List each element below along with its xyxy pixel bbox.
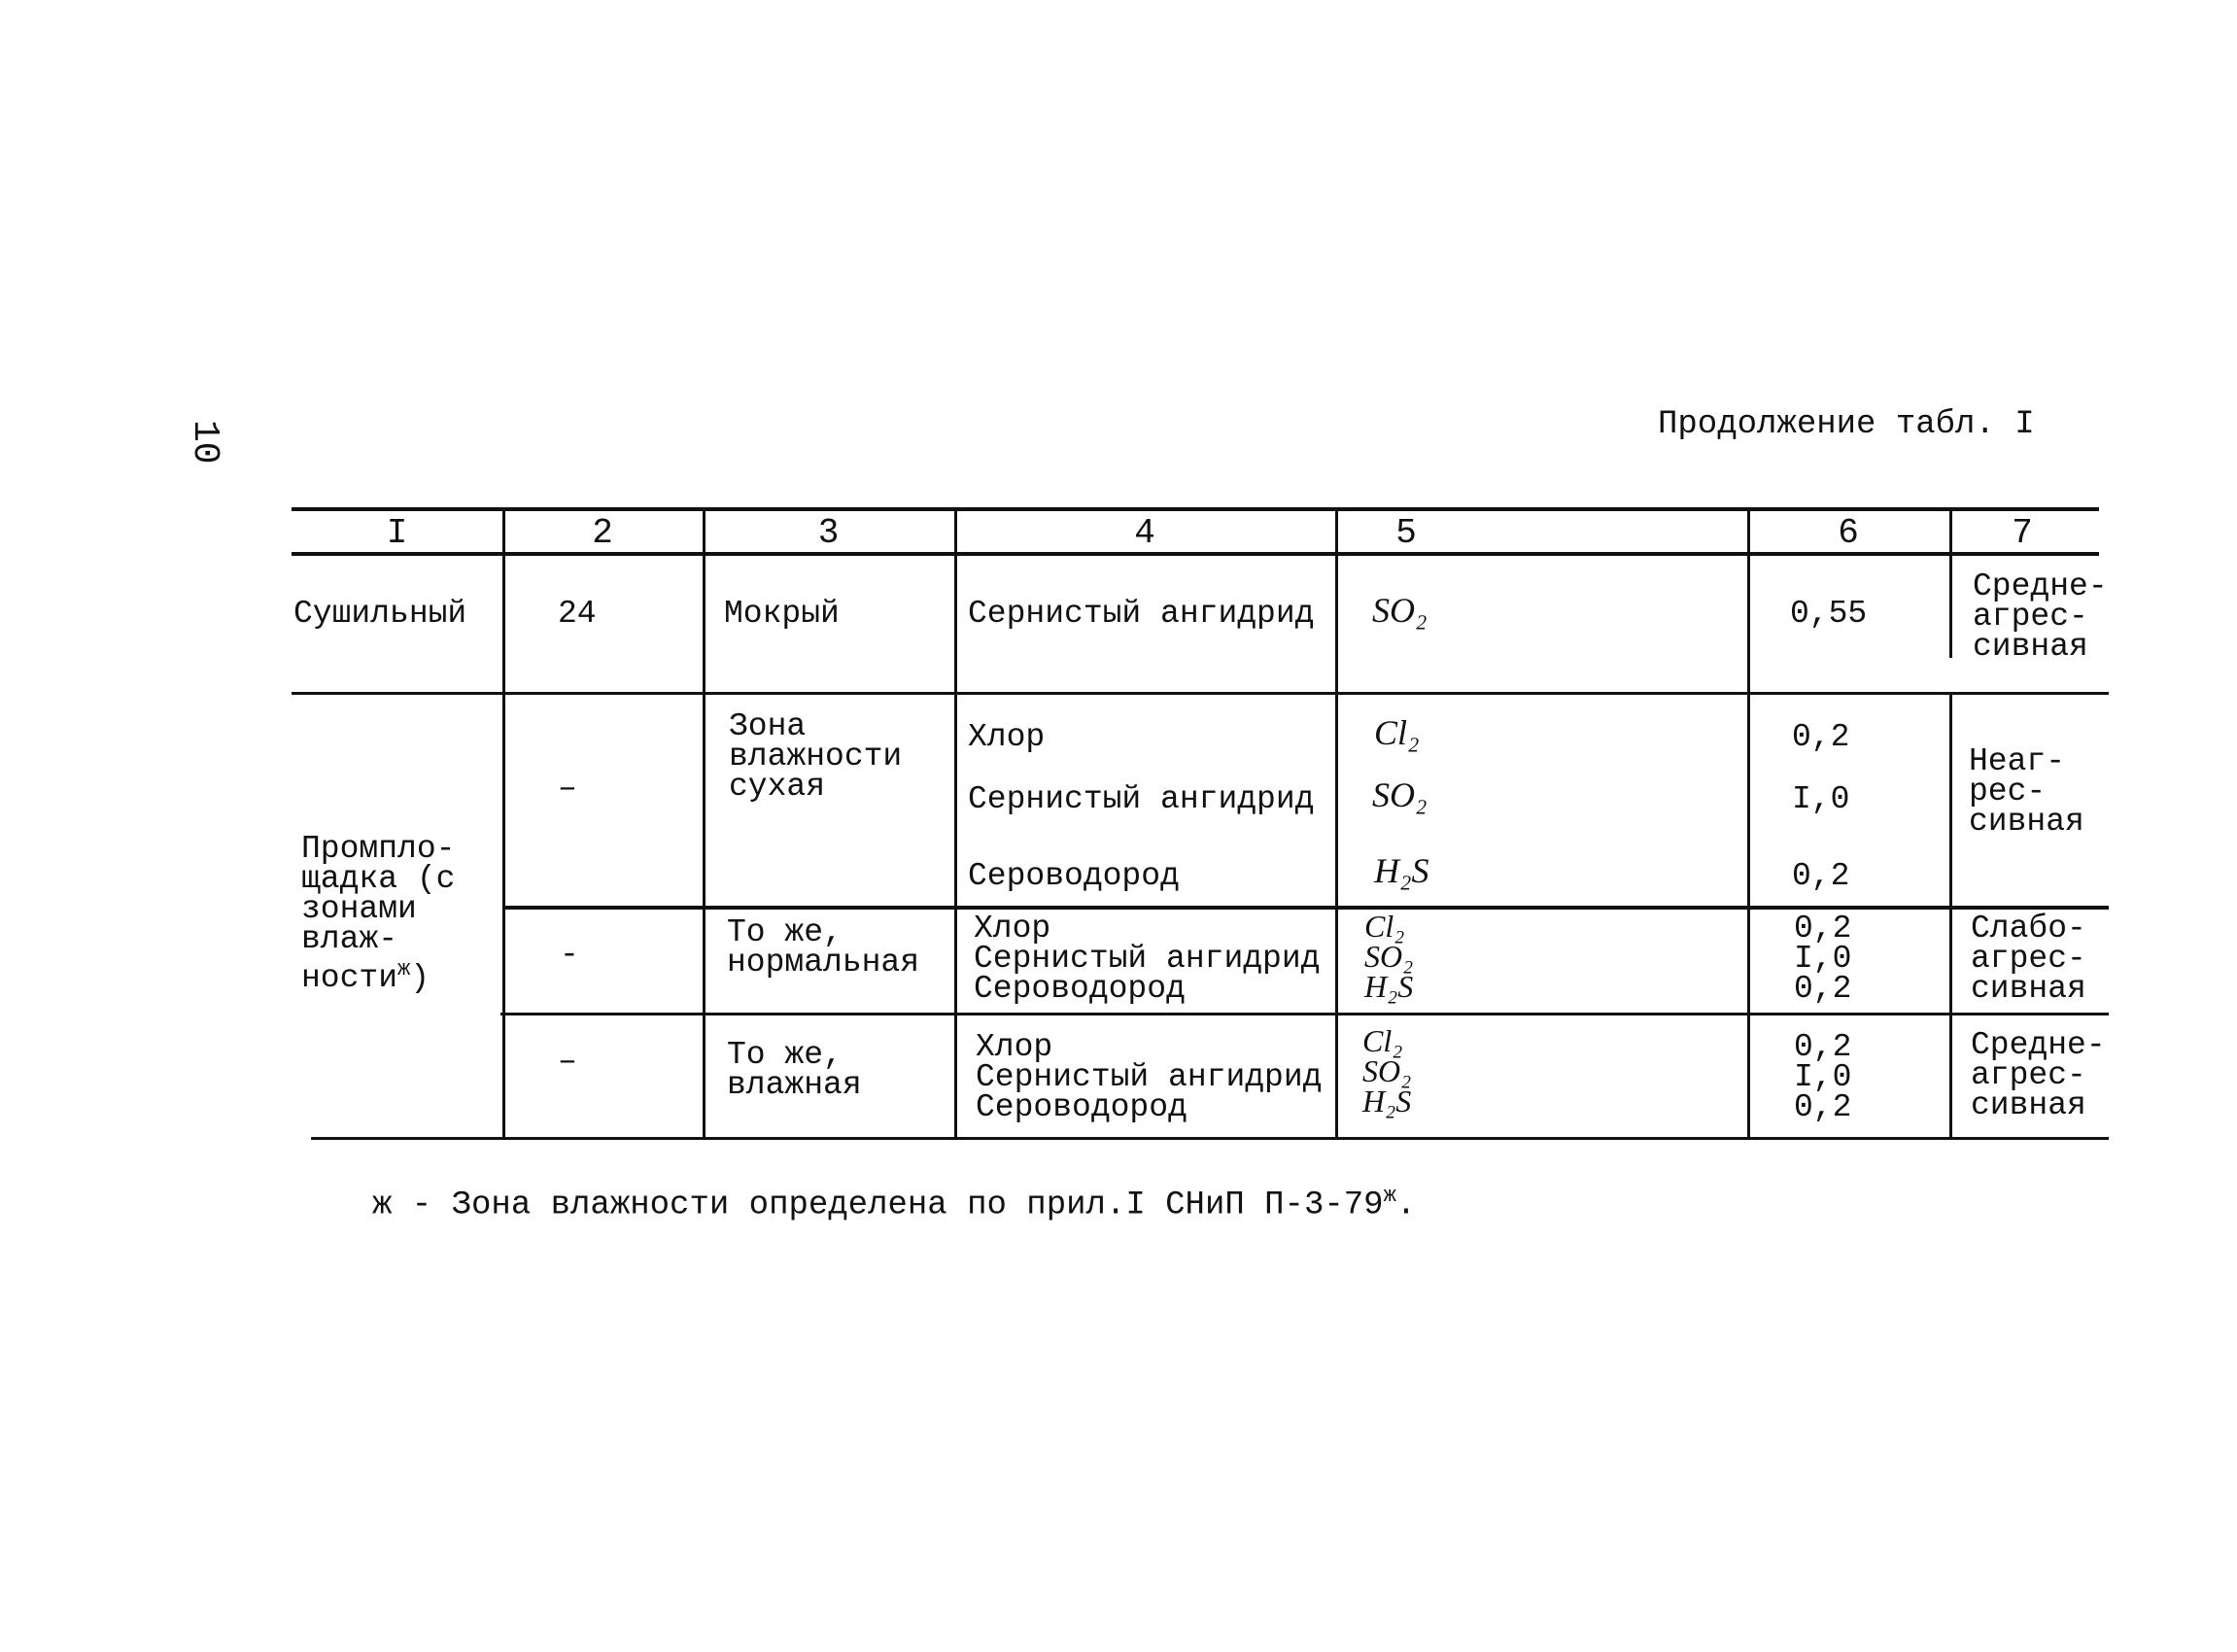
cell-moisture-zone: То же, нормальная	[727, 914, 920, 981]
cell-substance: Сероводород	[968, 858, 1180, 894]
cell-aggressiveness: Слабо- агрес- сивная	[1971, 911, 2086, 1007]
cell-number: 24	[558, 596, 597, 632]
cell-formula-list: Cl₂ SO₂ H₂S	[1364, 909, 1414, 1004]
cell-substance: Хлор	[968, 719, 1046, 755]
cell-aggressiveness: Средне- агрес- сивная	[1973, 568, 2108, 665]
col-divider-6b	[1949, 692, 1952, 1139]
cell-substance: Сернистый ангидрид	[968, 596, 1315, 632]
row-divider-1	[292, 692, 2109, 695]
cell-number: -	[560, 937, 579, 973]
header-col-6: 6	[1838, 513, 1859, 553]
table-continuation-caption: Продолжение табл. I	[1658, 406, 2035, 443]
header-col-2: 2	[592, 513, 613, 553]
cell-concentration-list: 0,2 I,0 0,2	[1794, 911, 1852, 1007]
cell-aggressiveness: Неаг- рес- сивная	[1969, 743, 2084, 840]
col-divider-5	[1747, 507, 1750, 1139]
cell-number: –	[558, 1044, 577, 1080]
header-col-3: 3	[817, 513, 840, 553]
col-divider-3	[954, 507, 957, 1139]
col-divider-2	[703, 507, 706, 1139]
cell-substance-list: Хлор Сернистый ангидрид Сероводород	[974, 911, 1321, 1007]
cell-formula: Cl₂	[1374, 713, 1420, 752]
footnote-mark: ж	[397, 957, 411, 981]
footnote: ж - Зона влажности определена по прил.I СНиП $П-3-79^ж$.	[372, 1184, 1417, 1224]
cell-formula: H₂S	[1374, 851, 1429, 890]
cell-formula: SO₂	[1372, 591, 1428, 630]
footnote-text: ж - Зона влажности определена по прил.I СНиП П-3-79	[372, 1187, 1384, 1224]
cell-shop-name: Сушильный	[293, 596, 467, 632]
cell-process: Мокрый	[724, 596, 840, 632]
header-col-7: 7	[2012, 513, 2033, 553]
col-divider-1	[502, 507, 505, 1139]
cell-concentration: 0,2	[1792, 719, 1850, 755]
header-col-5: 5	[1395, 513, 1417, 553]
header-col-4: 4	[1134, 513, 1155, 553]
row-divider-2	[505, 906, 2109, 910]
cell-concentration: 0,55	[1790, 596, 1868, 632]
footnote-mark: ж	[1383, 1184, 1396, 1208]
cell-number: –	[558, 771, 577, 807]
cell-site-name: Промпло- щадка (с зонами влаж- ности$^ж$)	[301, 831, 456, 996]
cell-aggressiveness: Средне- агрес- сивная	[1971, 1027, 2106, 1123]
table-bottom-border	[311, 1137, 2109, 1140]
cell-formula: SO₂	[1372, 775, 1428, 814]
cell-moisture-zone: Зона влажности сухая	[729, 708, 903, 805]
cell-concentration: I,0	[1792, 781, 1850, 817]
header-col-1: I	[386, 513, 408, 553]
cell-substance: Сернистый ангидрид	[968, 781, 1315, 817]
cell-moisture-zone: То же, влажная	[727, 1037, 862, 1103]
table-top-border	[292, 507, 2099, 511]
page-number: 10	[184, 420, 225, 465]
row-divider-3	[500, 1013, 2109, 1015]
cell-concentration-list: 0,2 I,0 0,2	[1794, 1029, 1852, 1125]
cell-concentration: 0,2	[1792, 858, 1850, 894]
cell-substance-list: Хлор Сернистый ангидрид Сероводород	[976, 1029, 1323, 1125]
col-divider-4	[1335, 507, 1338, 1139]
cell-formula-list: Cl₂ SO₂ H₂S	[1362, 1023, 1412, 1119]
